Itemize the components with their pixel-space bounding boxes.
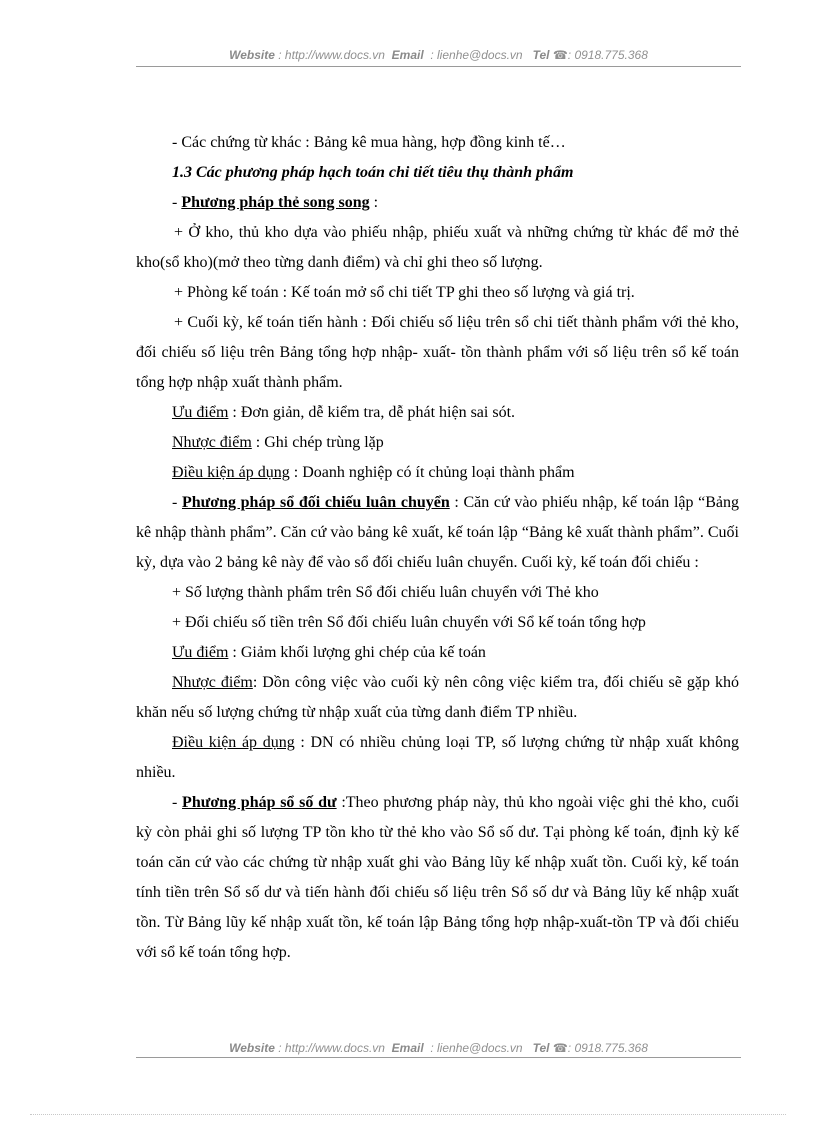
method-2-check-amount: + Đối chiếu số tiền trên Sổ đối chiếu luân chuyển với Sổ kế toán tổng hợp [172,614,646,631]
method-2-title: Phương pháp sổ đối chiếu luân chuyển [181,494,450,511]
disadvantages-label: Nhược điểm [172,674,253,691]
page-footer [136,1039,741,1058]
advantages-text: : Giảm khối lượng ghi chép của kế toán [228,644,486,661]
advantages-label: Ưu điểm [172,404,229,421]
conditions-text: : DN có nhiều chủng loại TP, số lượng chứng từ nhập xuất không nhiều. [136,734,740,781]
method-1-period-end: + Cuối kỳ, kế toán tiến hành : Đối chiếu số liệu trên sổ chi tiết thành phẩm với thẻ kho, đối chiếu số liệu trên Bảng tổng hợp nhập- xuất- tồn thành phẩm với số liệu trên sổ kế toán tổng hợp nhập xuất thành phẩm. [136,314,739,391]
header-website-value: : http://www.docs.vn [278,48,385,62]
footer-tel-label: Tel [532,1041,550,1055]
method-2-check-quantity: + Số lượng thành phẩm trên Sổ đối chiếu luân chuyển với Thẻ kho [172,584,599,601]
page-header [136,46,741,67]
method-1-title-line [136,188,739,218]
method-2-conditions [136,728,739,788]
method-1-disadvantages [136,428,739,458]
page-edge-divider [30,1114,786,1115]
disadvantages-text: : Ghi chép trùng lặp [251,434,384,451]
conditions-text: : Doanh nghiệp có ít chủng loại thành phẩm [289,464,575,481]
paragraph-other-documents: - Các chứng từ khác : Bảng kê mua hàng, hợp đồng kinh tế… [172,134,566,151]
header-email-value: : lienhe@docs.vn [430,48,523,62]
header-email-label: Email [391,48,424,62]
method-3-prefix: - [172,794,183,811]
footer-tel-value: ☎: 0918.775.368 [552,1041,648,1055]
method-2-text: : Căn cứ vào phiếu nhập, kế toán lập “Bảng kê nhập thành phẩm”. Căn cứ vào bảng kê xuất, kế toán lập “Bảng kê xuất thành phẩm”. Cuối kỳ, dựa vào 2 bảng kê này để vào sổ đối chiếu luân chuyển. Cuối kỳ, kế toán đối chiếu : [136,494,740,571]
footer-website-value: : http://www.docs.vn [278,1041,385,1055]
footer-website-label: Website [229,1041,275,1055]
method-1-advantages [136,398,739,428]
method-2-advantages [136,638,739,668]
advantages-label: Ưu điểm [172,644,229,661]
header-tel-value: ☎: 0918.775.368 [552,48,648,62]
method-2-prefix: - [172,494,182,511]
method-1-warehouse: + Ở kho, thủ kho dựa vào phiếu nhập, phiếu xuất và những chứng từ khác để mở thẻ kho(sổ kho)(mở theo từng danh điểm) và chỉ ghi theo số lượng. [136,224,739,271]
conditions-label: Điều kiện áp dụng [172,734,295,751]
header-tel-label: Tel [532,48,550,62]
method-1-suffix: : [369,194,379,211]
disadvantages-text: : Dồn công việc vào cuối kỳ nên công việc kiểm tra, đối chiếu sẽ gặp khó khăn nếu số lượng chứng từ nhập xuất của từng danh điểm TP nhiều. [136,674,740,721]
method-3-text: :Theo phương pháp này, thủ kho ngoài việc ghi thẻ kho, cuối kỳ còn phải ghi số lượng TP tồn kho từ thẻ kho vào Sổ số dư. Tại phòng kế toán, định kỳ kế toán căn cứ vào các chứng từ nhập xuất ghi vào Bảng lũy kế nhập xuất tồn. Cuối kỳ, kế toán tính tiền trên Sổ số dư và tiến hành đối chiếu số liệu trên Sổ số dư và Bảng lũy kế nhập xuất tồn. Từ Bảng lũy kế nhập xuất tồn, kế toán lập Bảng tổng hợp nhập-xuất-tồn TP và đối chiếu với sổ kế toán tổng hợp. [136,794,740,961]
method-1-title: Phương pháp thẻ song song [181,194,370,211]
method-2-disadvantages [136,668,739,728]
conditions-label: Điều kiện áp dụng [172,464,290,481]
header-website-label: Website [229,48,275,62]
method-3-paragraph [136,788,739,968]
document-body [136,128,739,968]
advantages-text: : Đơn giản, dễ kiểm tra, dễ phát hiện sai sót. [228,404,516,421]
method-3-title: Phương pháp sổ số dư [182,794,337,811]
section-heading: 1.3 Các phương pháp hạch toán chi tiết tiêu thụ thành phẩm [172,164,574,181]
disadvantages-label: Nhược điểm [172,434,252,451]
footer-email-label: Email [391,1041,424,1055]
method-1-accounting: + Phòng kế toán : Kế toán mở sổ chi tiết TP ghi theo số lượng và giá trị. [174,284,635,301]
method-1-prefix: - [172,194,182,211]
method-1-conditions [136,458,739,488]
footer-email-value: : lienhe@docs.vn [430,1041,523,1055]
method-2-paragraph [136,488,739,578]
